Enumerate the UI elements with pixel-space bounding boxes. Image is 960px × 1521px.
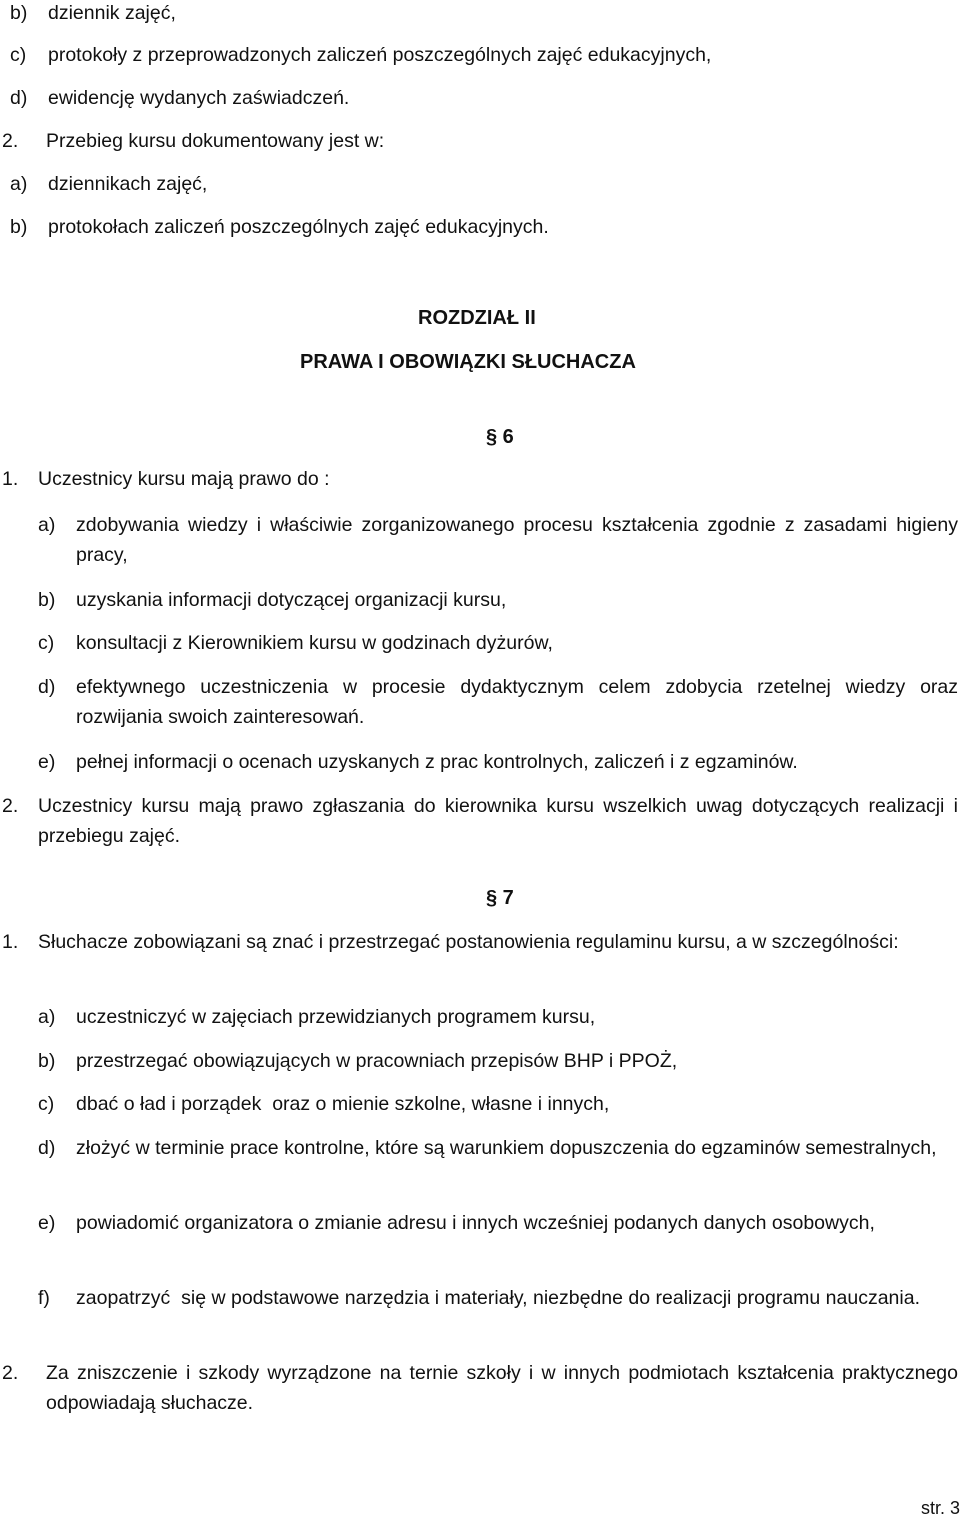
chapter-title: PRAWA I OBOWIĄZKI SŁUCHACZA: [300, 351, 636, 373]
section-heading: § 6: [486, 426, 514, 448]
list-marker: a): [10, 173, 28, 195]
paragraph-number: 2.: [2, 130, 19, 152]
paragraph-number: 2.: [2, 1362, 19, 1384]
list-marker: f): [38, 1287, 50, 1309]
paragraph-number: 1.: [2, 468, 19, 490]
section-heading: § 7: [486, 887, 514, 909]
list-marker: b): [38, 1050, 56, 1072]
paragraph-text: Uczestnicy kursu mają prawo zgłaszania do kierownika kursu wszelkich uwag dotyczących realizacji i przebiegu zajęć.: [38, 795, 958, 847]
list-marker: c): [38, 632, 55, 654]
list-text: dbać o ład i porządek oraz o mienie szkolne, własne i innych,: [76, 1093, 610, 1115]
list-marker: d): [38, 1137, 56, 1159]
list-text: zaopatrzyć się w podstawowe narzędzia i materiały, niezbędne do realizacji programu nauczania.: [76, 1287, 920, 1309]
list-text: przestrzegać obowiązujących w pracowniach przepisów BHP i PPOŻ,: [76, 1050, 678, 1072]
list-text: pełnej informacji o ocenach uzyskanych z prac kontrolnych, zaliczeń i z egzaminów.: [76, 751, 798, 773]
paragraph-text: Słuchacze zobowiązani są znać i przestrzegać postanowienia regulaminu kursu, a w szczególności:: [38, 931, 899, 953]
paragraph-number: 2.: [2, 795, 19, 817]
list-text: protokołach zaliczeń poszczególnych zajęć edukacyjnych.: [48, 216, 549, 238]
list-marker: a): [38, 514, 56, 536]
list-marker: d): [10, 87, 28, 109]
list-marker: e): [38, 751, 56, 773]
paragraph-text: Za zniszczenie i szkody wyrządzone na ternie szkoły i w innych podmiotach kształcenia praktycznego odpowiadają słuchacze.: [46, 1362, 958, 1414]
list-text: protokoły z przeprowadzonych zaliczeń poszczególnych zajęć edukacyjnych,: [48, 44, 712, 66]
list-marker: e): [38, 1212, 56, 1234]
paragraph-text: Przebieg kursu dokumentowany jest w:: [46, 130, 385, 152]
list-marker: a): [38, 1006, 56, 1028]
list-text: efektywnego uczestniczenia w procesie dydaktycznym celem zdobycia rzetelnej wiedzy oraz rozwijania swoich zainteresowań.: [76, 676, 958, 728]
list-text: dziennik zajęć,: [48, 2, 176, 24]
list-text: ewidencję wydanych zaświadczeń.: [48, 87, 350, 109]
list-marker: c): [38, 1093, 55, 1115]
list-marker: b): [38, 589, 56, 611]
list-text: dziennikach zajęć,: [48, 173, 208, 195]
list-marker: c): [10, 44, 27, 66]
paragraph-text: Uczestnicy kursu mają prawo do :: [38, 468, 330, 490]
list-text: powiadomić organizatora o zmianie adresu i innych wcześniej podanych danych osobowych,: [76, 1212, 875, 1234]
list-text: uzyskania informacji dotyczącej organizacji kursu,: [76, 589, 507, 611]
list-marker: b): [10, 2, 28, 24]
list-text: złożyć w terminie prace kontrolne, które są warunkiem dopuszczenia do egzaminów semestralnych,: [76, 1137, 937, 1159]
list-marker: b): [10, 216, 28, 238]
list-marker: d): [38, 676, 56, 698]
chapter-number: ROZDZIAŁ II: [418, 307, 536, 329]
list-text: uczestniczyć w zajęciach przewidzianych programem kursu,: [76, 1006, 596, 1028]
list-text: konsultacji z Kierownikiem kursu w godzinach dyżurów,: [76, 632, 553, 654]
page-number: str. 3: [920, 1498, 960, 1518]
paragraph-number: 1.: [2, 931, 19, 953]
list-text: zdobywania wiedzy i właściwie zorganizowanego procesu kształcenia zgodnie z zasadami higieny pracy,: [76, 514, 958, 566]
